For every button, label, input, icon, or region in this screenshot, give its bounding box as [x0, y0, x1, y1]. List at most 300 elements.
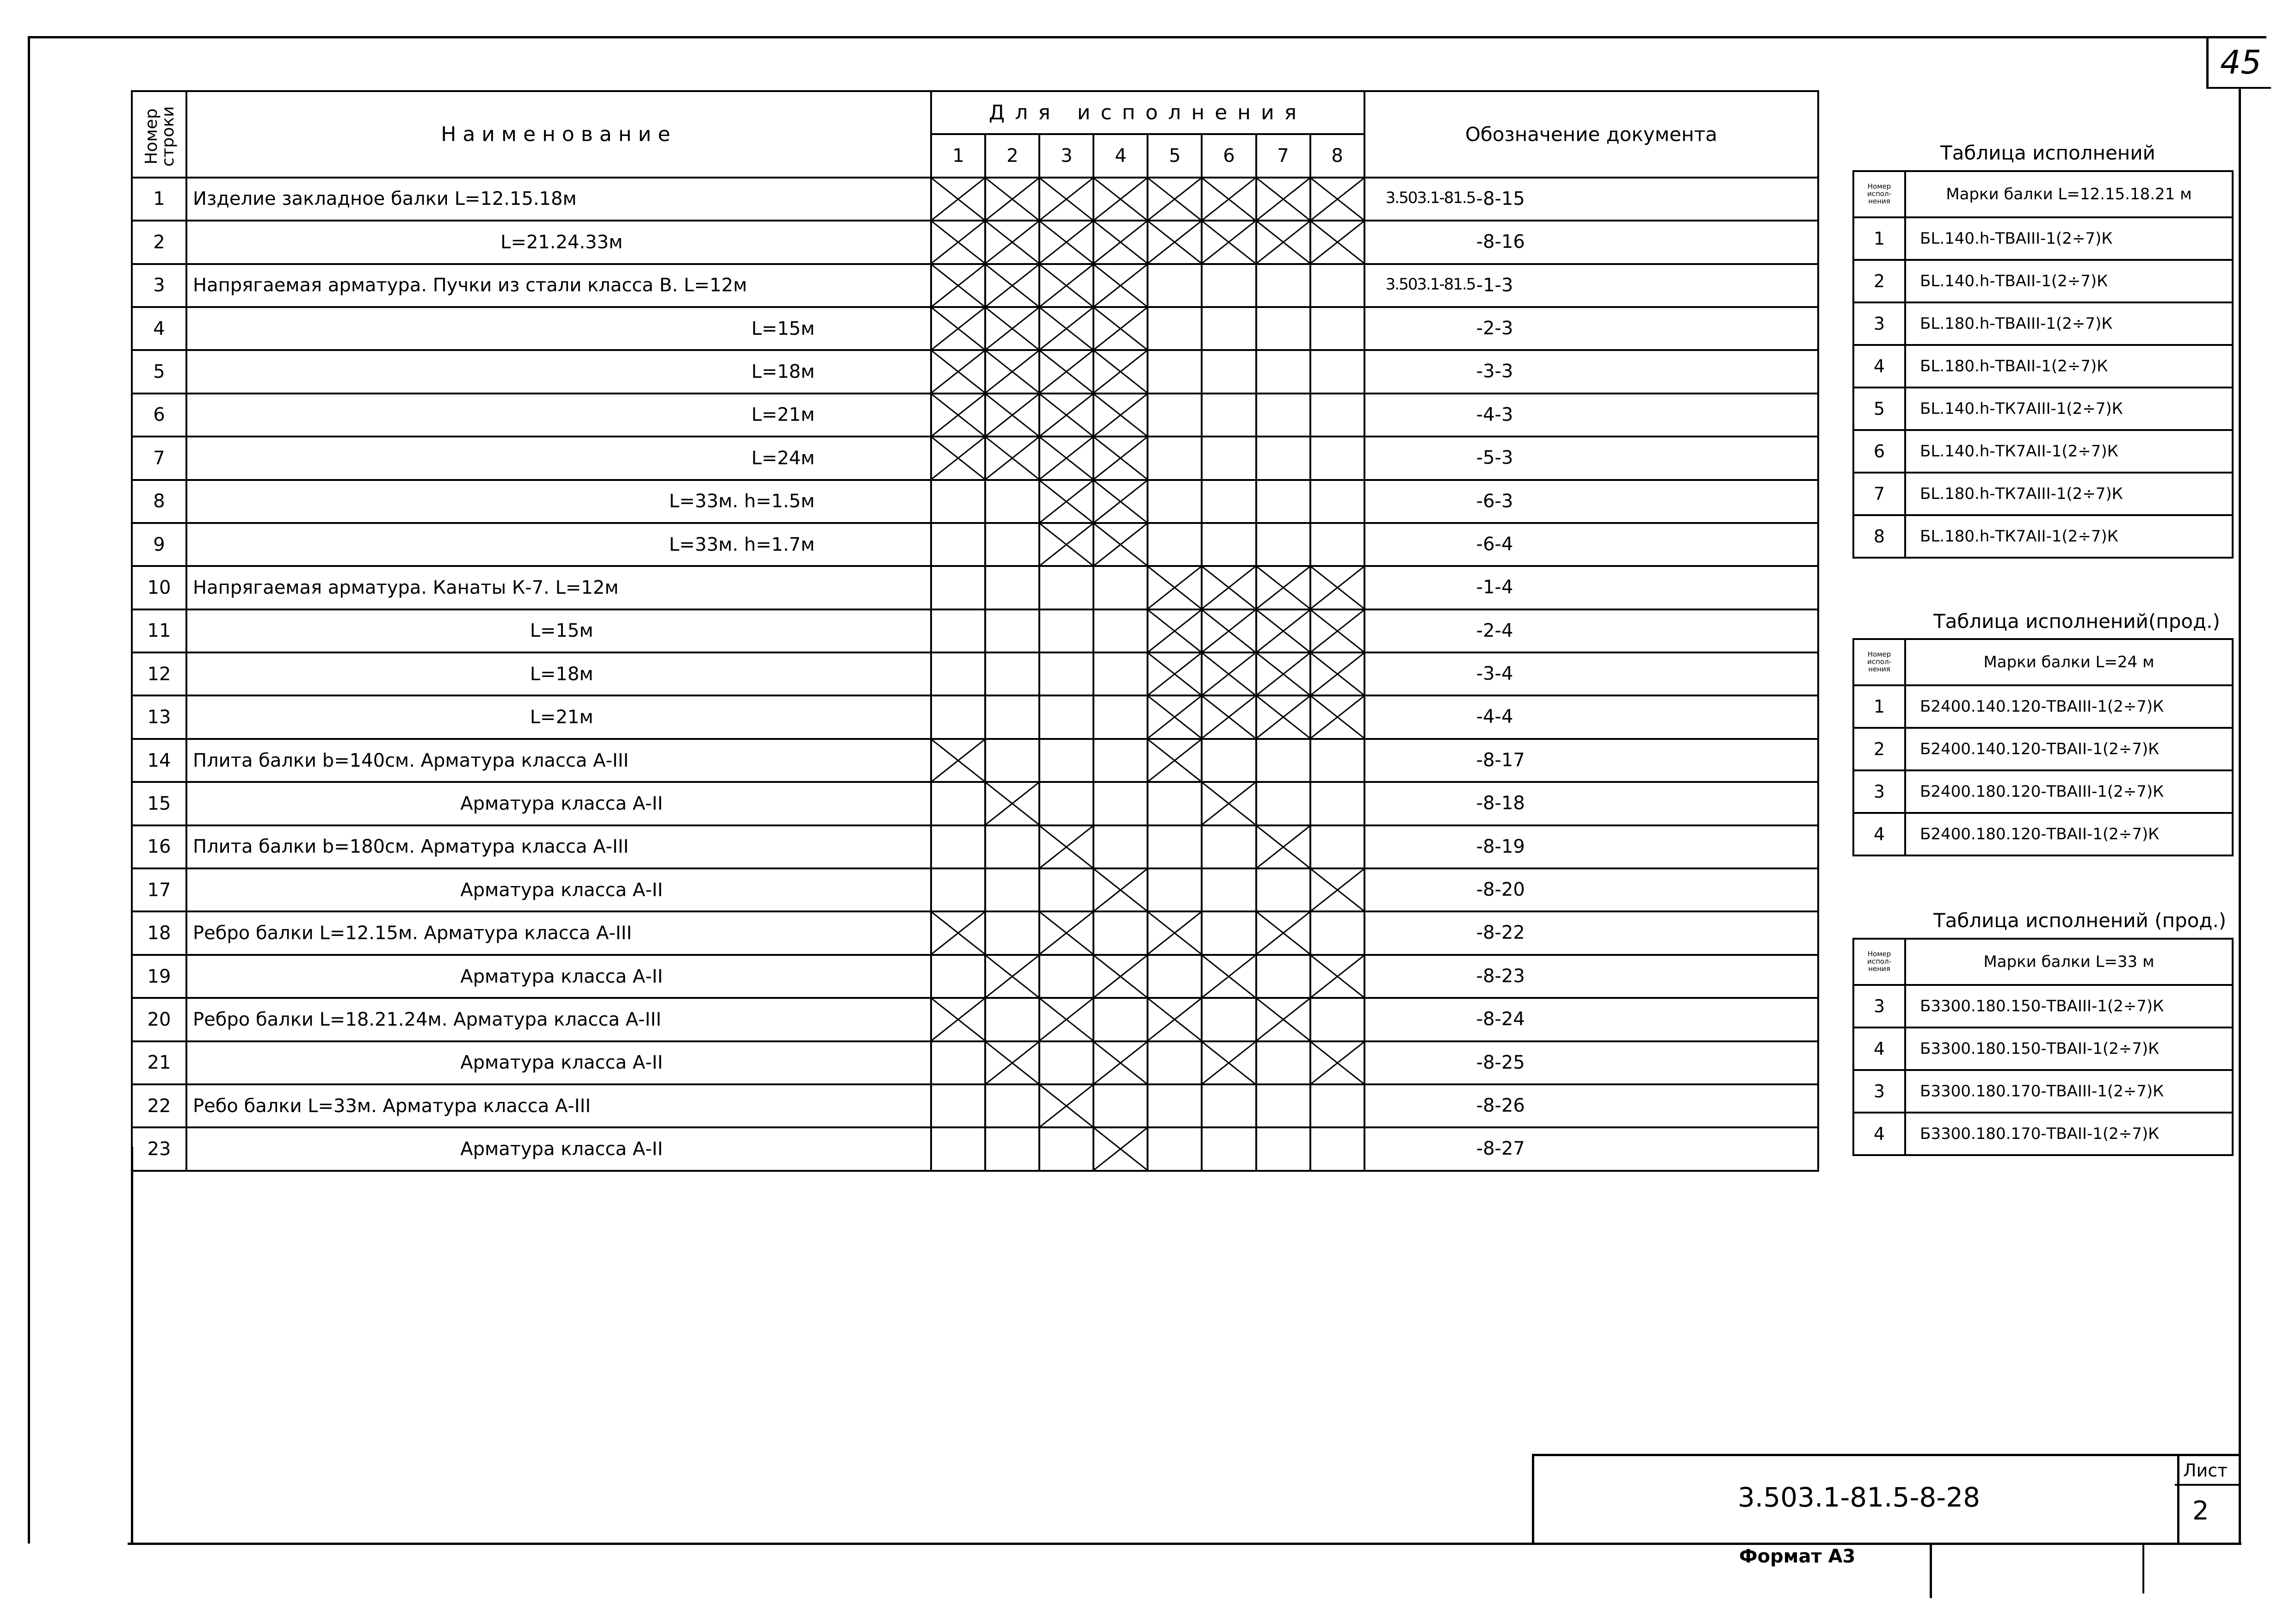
page-number: 45 [2220, 43, 2262, 81]
execution-number: 4 [1853, 345, 1905, 388]
execution-mark-cell [1093, 523, 1148, 566]
doc-code: -3-3 [1476, 361, 1513, 382]
execution-mark-cell [1148, 609, 1202, 652]
doc-code: -8-27 [1476, 1138, 1525, 1160]
execution-mark-cell [1039, 695, 1093, 738]
row-number: 13 [132, 695, 186, 738]
execution-mark-cell [931, 955, 985, 998]
row-number: 9 [132, 523, 186, 566]
execution-mark-cell [1310, 1127, 1364, 1170]
cross-mark-icon [1148, 178, 1201, 220]
cross-mark-icon [1203, 696, 1255, 738]
execution-mark-cell [1256, 480, 1310, 523]
cross-mark-icon [932, 740, 984, 781]
cross-mark-icon [1094, 524, 1147, 565]
exec-table-2-title: Таблица исполнений(прод.) [1933, 610, 2220, 633]
frame-inner-left [131, 1147, 133, 1544]
execution-mark-cell [1310, 1084, 1364, 1127]
frame-right [2239, 88, 2241, 1544]
exec-table-2-col-num: Номер испол-нения [1853, 639, 1905, 685]
main-table [131, 90, 1819, 1172]
execution-mark-cell [1039, 307, 1093, 350]
table-row [132, 307, 1818, 350]
cross-mark-icon [1148, 567, 1201, 608]
row-document [1364, 739, 1818, 782]
document-designation: 3.503.1-81.5-8-28 [1738, 1482, 1981, 1513]
beam-mark: БL.140.h-ТВАII-1(2÷7)К [1905, 260, 2233, 302]
cross-mark-icon [1094, 308, 1147, 349]
execution-mark-cell [1202, 652, 1256, 695]
execution-mark-cell [1039, 437, 1093, 480]
execution-mark-cell [1093, 178, 1148, 221]
execution-mark-cell [1256, 523, 1310, 566]
table-row [132, 998, 1818, 1041]
exec-table-1-col-mark: Марки балки L=12.15.18.21 м [1905, 171, 2233, 217]
execution-mark-cell [1256, 782, 1310, 825]
cross-mark-icon [1311, 221, 1364, 263]
execution-mark-cell [1310, 911, 1364, 954]
doc-code: -8-25 [1476, 1052, 1525, 1073]
execution-mark-cell [931, 739, 985, 782]
execution-mark-cell [1202, 178, 1256, 221]
row-name: L=21.24.33м [186, 221, 931, 264]
execution-mark-cell [1202, 437, 1256, 480]
cross-mark-icon [1257, 567, 1309, 608]
row-document [1364, 1041, 1818, 1084]
row-number: 5 [132, 350, 186, 393]
cross-mark-icon [1311, 653, 1364, 695]
execution-mark-cell [1148, 825, 1202, 868]
exec-table-2-body [1853, 685, 2233, 855]
execution-mark-cell [1148, 868, 1202, 911]
beam-mark: Б3300.180.150-ТВАII-1(2÷7)К [1905, 1027, 2233, 1070]
execution-mark-cell [1310, 307, 1364, 350]
execution-mark-cell [931, 178, 985, 221]
execution-mark-cell [1202, 307, 1256, 350]
cross-mark-icon [986, 394, 1038, 436]
format-label: Формат А3 [1739, 1546, 1856, 1567]
exec-col-5: 5 [1148, 134, 1202, 177]
execution-mark-cell [1256, 609, 1310, 652]
cross-mark-icon [1094, 1128, 1147, 1169]
row-document [1364, 480, 1818, 523]
row-name: L=21м [186, 695, 931, 738]
row-name: Плита балки b=180см. Арматура класса А-III [186, 825, 931, 868]
cross-mark-icon [932, 437, 984, 479]
doc-prefix: 3.503.1-81.5 [1385, 275, 1475, 294]
doc-code: -4-4 [1476, 706, 1513, 728]
table-row [132, 695, 1818, 738]
doc-code: -8-17 [1476, 749, 1525, 771]
table-row [132, 566, 1818, 609]
row-number: 3 [132, 264, 186, 307]
execution-mark-cell [985, 911, 1039, 954]
execution-number: 2 [1853, 728, 1905, 770]
row-number: 12 [132, 652, 186, 695]
doc-prefix: 3.503.1-81.5 [1385, 188, 1475, 207]
cross-mark-icon [1257, 826, 1309, 867]
row-number: 16 [132, 825, 186, 868]
table-row [132, 1084, 1818, 1127]
execution-mark-cell [1202, 394, 1256, 437]
cross-mark-icon [1040, 481, 1092, 522]
execution-mark-cell [1093, 221, 1148, 264]
table-row [132, 609, 1818, 652]
row-number: 22 [132, 1084, 186, 1127]
execution-mark-cell [931, 264, 985, 307]
sheet-label-box [2175, 1454, 2241, 1486]
cross-mark-icon [986, 783, 1038, 824]
exec-table-3-col-mark: Марки балки L=33 м [1905, 939, 2233, 985]
execution-mark-cell [931, 566, 985, 609]
execution-mark-cell [985, 998, 1039, 1041]
execution-mark-cell [985, 437, 1039, 480]
doc-code: -8-15 [1476, 188, 1525, 209]
execution-mark-cell [931, 998, 985, 1041]
doc-code: -5-3 [1476, 447, 1513, 469]
row-number: 15 [132, 782, 186, 825]
execution-mark-cell [931, 221, 985, 264]
execution-mark-cell [1256, 221, 1310, 264]
row-number: 14 [132, 739, 186, 782]
exec-table-2 [1852, 638, 2234, 856]
beam-mark: Б2400.140.120-ТВАII-1(2÷7)К [1905, 728, 2233, 770]
cross-mark-icon [1094, 437, 1147, 479]
exec-table-1 [1852, 170, 2234, 559]
cross-mark-icon [1040, 178, 1092, 220]
execution-mark-cell [1202, 782, 1256, 825]
table-row [1853, 260, 2233, 302]
execution-mark-cell [1093, 955, 1148, 998]
main-table-body [132, 178, 1818, 1171]
row-document [1364, 566, 1818, 609]
execution-mark-cell [1256, 1041, 1310, 1084]
cross-mark-icon [1148, 221, 1201, 263]
execution-mark-cell [1148, 523, 1202, 566]
execution-mark-cell [1093, 825, 1148, 868]
table-row [1853, 1113, 2233, 1155]
exec-table-1-col-num: Номер испол-нения [1853, 171, 1905, 217]
cross-mark-icon [1257, 178, 1309, 220]
execution-mark-cell [931, 695, 985, 738]
cross-mark-icon [932, 394, 984, 436]
row-number: 2 [132, 221, 186, 264]
row-number: 17 [132, 868, 186, 911]
table-row [132, 437, 1818, 480]
execution-mark-cell [1093, 307, 1148, 350]
execution-mark-cell [1093, 739, 1148, 782]
execution-number: 1 [1853, 217, 1905, 260]
execution-mark-cell [1093, 1084, 1148, 1127]
header-document: Обозначение документа [1364, 91, 1818, 178]
exec-col-2: 2 [985, 134, 1039, 177]
beam-mark: Б2400.180.120-ТВАII-1(2÷7)К [1905, 813, 2233, 855]
row-name: Напрягаемая арматура. Канаты К-7. L=12м [186, 566, 931, 609]
beam-mark: БL.140.h-ТК7АII-1(2÷7)К [1905, 430, 2233, 473]
exec-table-3-body [1853, 985, 2233, 1155]
cross-mark-icon [1203, 783, 1255, 824]
execution-number: 1 [1853, 685, 1905, 728]
row-number: 10 [132, 566, 186, 609]
beam-mark: БL.180.h-ТВАII-1(2÷7)К [1905, 345, 2233, 388]
table-row [1853, 430, 2233, 473]
execution-mark-cell [1310, 264, 1364, 307]
execution-number: 4 [1853, 1027, 1905, 1070]
execution-mark-cell [931, 652, 985, 695]
execution-mark-cell [1256, 652, 1310, 695]
execution-mark-cell [1310, 1041, 1364, 1084]
execution-mark-cell [1039, 739, 1093, 782]
execution-mark-cell [1039, 652, 1093, 695]
execution-mark-cell [1093, 868, 1148, 911]
doc-code: -8-19 [1476, 836, 1525, 857]
execution-mark-cell [1202, 955, 1256, 998]
exec-table-3-col-num: Номер испол-нения [1853, 939, 1905, 985]
row-document [1364, 998, 1818, 1041]
row-document [1364, 652, 1818, 695]
execution-mark-cell [1202, 1041, 1256, 1084]
execution-mark-cell [1148, 394, 1202, 437]
execution-mark-cell [1148, 652, 1202, 695]
execution-mark-cell [1093, 1041, 1148, 1084]
execution-mark-cell [1202, 566, 1256, 609]
execution-mark-cell [985, 264, 1039, 307]
row-name: Ребро балки L=12.15м. Арматура класса А-III [186, 911, 931, 954]
execution-mark-cell [931, 782, 985, 825]
row-name: L=15м [186, 307, 931, 350]
execution-mark-cell [1039, 523, 1093, 566]
cross-mark-icon [1257, 696, 1309, 738]
row-number: 20 [132, 998, 186, 1041]
execution-mark-cell [1148, 1041, 1202, 1084]
row-document [1364, 609, 1818, 652]
execution-mark-cell [985, 739, 1039, 782]
row-name: Плита балки b=140см. Арматура класса А-III [186, 739, 931, 782]
row-document [1364, 394, 1818, 437]
execution-mark-cell [1039, 998, 1093, 1041]
row-document [1364, 523, 1818, 566]
execution-number: 3 [1853, 302, 1905, 345]
execution-mark-cell [1148, 480, 1202, 523]
table-row [1853, 1070, 2233, 1113]
execution-mark-cell [1310, 695, 1364, 738]
execution-mark-cell [1093, 437, 1148, 480]
execution-mark-cell [1093, 998, 1148, 1041]
execution-mark-cell [1310, 394, 1364, 437]
cross-mark-icon [1311, 567, 1364, 608]
execution-mark-cell [1202, 695, 1256, 738]
format-sep-1 [1930, 1543, 1932, 1598]
row-name: Арматура класса А-II [186, 1127, 931, 1170]
cross-mark-icon [1311, 1042, 1364, 1083]
cross-mark-icon [1311, 696, 1364, 738]
cross-mark-icon [1094, 869, 1147, 910]
cross-mark-icon [1203, 178, 1255, 220]
row-name: L=33м. h=1.7м [186, 523, 931, 566]
table-row [1853, 217, 2233, 260]
row-number: 18 [132, 911, 186, 954]
cross-mark-icon [986, 956, 1038, 997]
execution-mark-cell [1310, 739, 1364, 782]
cross-mark-icon [1203, 567, 1255, 608]
table-row [132, 1041, 1818, 1084]
execution-mark-cell [1256, 264, 1310, 307]
execution-mark-cell [1310, 868, 1364, 911]
exec-col-7: 7 [1256, 134, 1310, 177]
execution-mark-cell [931, 868, 985, 911]
execution-mark-cell [985, 1041, 1039, 1084]
execution-mark-cell [1148, 782, 1202, 825]
row-name: Арматура класса А-II [186, 782, 931, 825]
execution-mark-cell [985, 480, 1039, 523]
execution-mark-cell [1202, 868, 1256, 911]
execution-mark-cell [1093, 695, 1148, 738]
execution-mark-cell [1039, 868, 1093, 911]
frame-left [28, 36, 30, 1544]
doc-code: -2-4 [1476, 620, 1513, 641]
table-row [1853, 473, 2233, 515]
execution-mark-cell [1202, 264, 1256, 307]
execution-mark-cell [1256, 566, 1310, 609]
execution-mark-cell [1256, 1084, 1310, 1127]
execution-mark-cell [1039, 825, 1093, 868]
cross-mark-icon [1040, 826, 1092, 867]
row-number: 23 [132, 1127, 186, 1170]
execution-mark-cell [1256, 955, 1310, 998]
table-row [132, 350, 1818, 393]
exec-col-6: 6 [1202, 134, 1256, 177]
execution-mark-cell [1039, 178, 1093, 221]
page-box-left [2206, 36, 2209, 88]
execution-mark-cell [1148, 739, 1202, 782]
execution-mark-cell [1310, 998, 1364, 1041]
execution-mark-cell [1256, 998, 1310, 1041]
execution-mark-cell [985, 609, 1039, 652]
cross-mark-icon [1040, 265, 1092, 306]
execution-mark-cell [1256, 1127, 1310, 1170]
table-row [1853, 985, 2233, 1027]
row-number: 1 [132, 178, 186, 221]
row-number: 21 [132, 1041, 186, 1084]
execution-mark-cell [1148, 437, 1202, 480]
doc-code: -2-3 [1476, 317, 1513, 339]
row-name: L=18м [186, 350, 931, 393]
execution-mark-cell [985, 695, 1039, 738]
execution-mark-cell [1310, 955, 1364, 998]
execution-mark-cell [985, 825, 1039, 868]
cross-mark-icon [1040, 351, 1092, 392]
execution-mark-cell [931, 911, 985, 954]
doc-code: -8-24 [1476, 1009, 1525, 1030]
execution-mark-cell [1202, 523, 1256, 566]
row-document [1364, 782, 1818, 825]
sheet-number: 2 [2192, 1496, 2209, 1526]
execution-mark-cell [1093, 394, 1148, 437]
cross-mark-icon [1040, 912, 1092, 953]
row-name: Арматура класса А-II [186, 955, 931, 998]
table-row [132, 394, 1818, 437]
cross-mark-icon [986, 351, 1038, 392]
doc-code: -1-3 [1476, 274, 1513, 296]
execution-number: 2 [1853, 260, 1905, 302]
cross-mark-icon [986, 265, 1038, 306]
row-name: Ребро балки L=18.21.24м. Арматура класса А-III [186, 998, 931, 1041]
table-row [1853, 388, 2233, 430]
execution-mark-cell [985, 350, 1039, 393]
beam-mark: БL.140.h-ТК7АIII-1(2÷7)К [1905, 388, 2233, 430]
header-for-execution: Для исполнения [931, 91, 1364, 134]
sheet-label: Лист [2183, 1460, 2228, 1481]
execution-mark-cell [1093, 566, 1148, 609]
cross-mark-icon [932, 308, 984, 349]
execution-mark-cell [1256, 911, 1310, 954]
cross-mark-icon [1257, 653, 1309, 695]
row-number: 6 [132, 394, 186, 437]
beam-mark: Б3300.180.170-ТВАII-1(2÷7)К [1905, 1113, 2233, 1155]
table-row [132, 1127, 1818, 1170]
doc-code: -3-4 [1476, 663, 1513, 685]
cross-mark-icon [1203, 1042, 1255, 1083]
cross-mark-icon [986, 437, 1038, 479]
row-number: 11 [132, 609, 186, 652]
execution-mark-cell [1310, 221, 1364, 264]
execution-mark-cell [1039, 1127, 1093, 1170]
execution-mark-cell [985, 394, 1039, 437]
exec-table-3 [1852, 938, 2234, 1156]
execution-number: 3 [1853, 1070, 1905, 1113]
execution-mark-cell [1202, 350, 1256, 393]
execution-number: 8 [1853, 515, 1905, 558]
table-row [132, 911, 1818, 954]
row-name: L=18м [186, 652, 931, 695]
cross-mark-icon [932, 912, 984, 953]
execution-mark-cell [1093, 609, 1148, 652]
exec-col-3: 3 [1039, 134, 1093, 177]
cross-mark-icon [1094, 956, 1147, 997]
cross-mark-icon [1311, 869, 1364, 910]
table-row [1853, 728, 2233, 770]
cross-mark-icon [1094, 481, 1147, 522]
cross-mark-icon [1040, 394, 1092, 436]
cross-mark-icon [932, 221, 984, 263]
execution-number: 3 [1853, 770, 1905, 813]
beam-mark: БL.180.h-ТК7АIII-1(2÷7)К [1905, 473, 2233, 515]
doc-code: -8-16 [1476, 231, 1525, 253]
execution-mark-cell [1148, 178, 1202, 221]
execution-mark-cell [1093, 350, 1148, 393]
table-row [132, 221, 1818, 264]
beam-mark: Б3300.180.150-ТВАIII-1(2÷7)К [1905, 985, 2233, 1027]
row-document [1364, 1084, 1818, 1127]
header-name: Наименование [186, 91, 931, 178]
execution-mark-cell [1256, 350, 1310, 393]
execution-mark-cell [1093, 264, 1148, 307]
execution-mark-cell [1148, 955, 1202, 998]
cross-mark-icon [932, 999, 984, 1040]
execution-mark-cell [1310, 480, 1364, 523]
beam-mark: БL.180.h-ТВАIII-1(2÷7)К [1905, 302, 2233, 345]
execution-mark-cell [1310, 652, 1364, 695]
cross-mark-icon [1311, 178, 1364, 220]
cross-mark-icon [1148, 696, 1201, 738]
execution-mark-cell [931, 1127, 985, 1170]
execution-mark-cell [1310, 523, 1364, 566]
execution-mark-cell [1148, 1084, 1202, 1127]
execution-mark-cell [1093, 782, 1148, 825]
execution-mark-cell [1256, 394, 1310, 437]
exec-col-1: 1 [931, 134, 985, 177]
cross-mark-icon [1257, 610, 1309, 652]
